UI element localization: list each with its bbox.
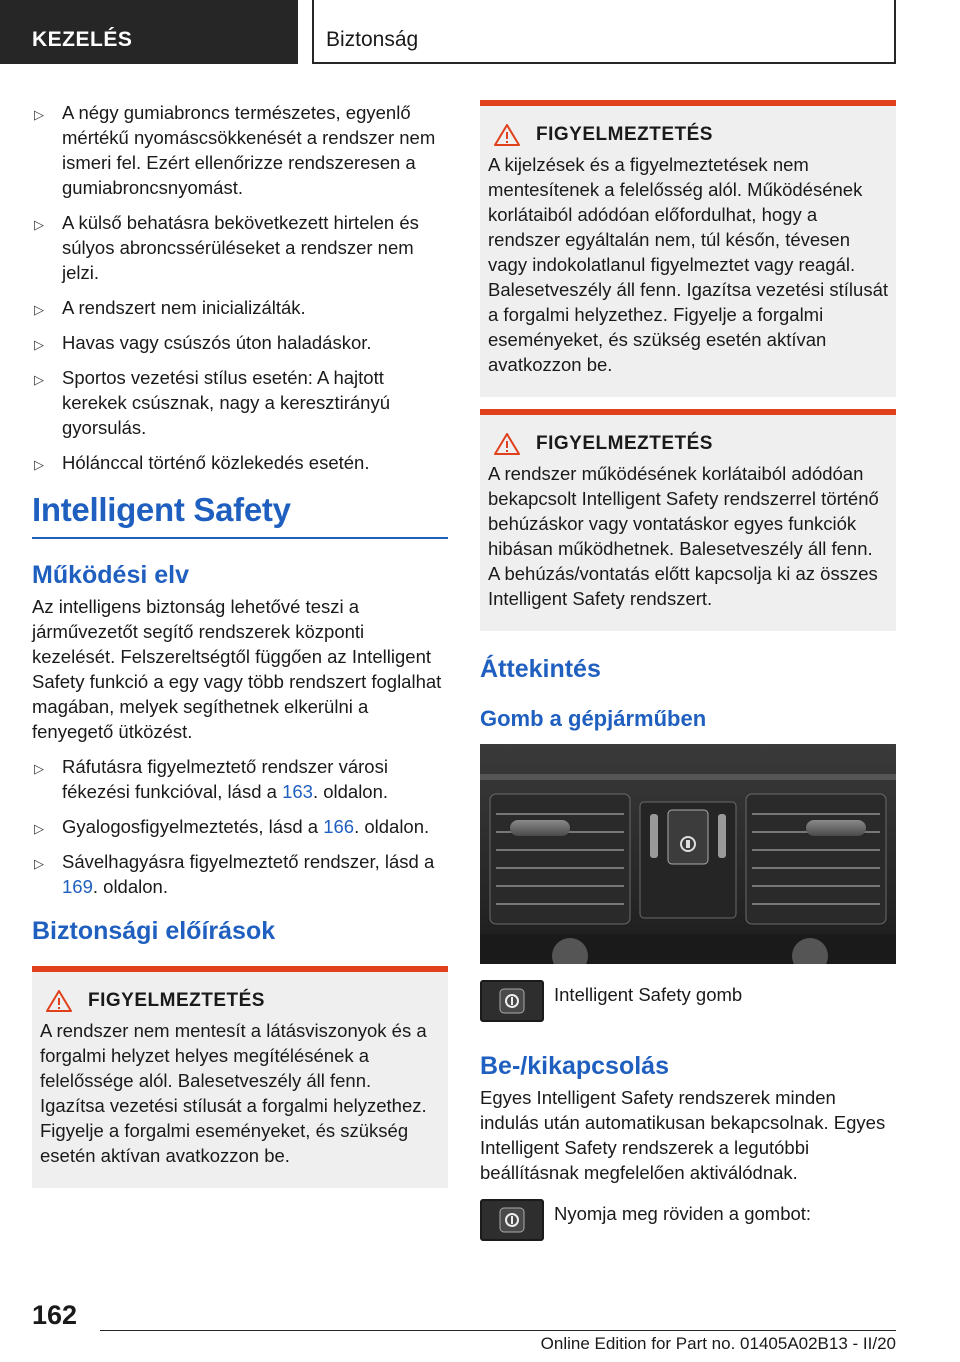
onoff-paragraph: Egyes Intelligent Safety rendszerek minden indulás után automatikusan bekapcsolnak. Egyes Intelligent Safety rendszerek a legutóbbi beállításnak megfelelően aktiválódnak. [480,1087,886,1183]
list-item: ▷ Ráfutásra figyelmeztető rendszer városi fékezési funkcióval, lásd a 163. oldalon. [34,756,389,802]
page-title: Intelligent Safety [32,491,448,539]
triangle-bullet-icon: ▷ [34,761,44,776]
section-heading-principle: Működési elv [32,561,189,589]
press-label: Nyomja meg röviden a gombot: [554,1203,812,1224]
intelligent-safety-button-icon [480,1199,544,1241]
reference-list [32,754,448,899]
list-item: ▷ Sportos vezetési stílus esetén: A hajtott kerekek csúsznak, nagy a keresztirányú gyorsulás. [34,367,391,438]
list-item: ▷ Sávelhagyásra figyelmeztető rendszer, lásd a 169. oldalon. [34,851,435,897]
chapter-header: Biztonság [312,0,896,64]
page-link[interactable]: 166 [323,816,355,837]
dashboard-vents-image [480,744,896,964]
button-legend [480,980,896,1022]
page-link[interactable]: 169 [62,876,93,897]
list-item: ▷ A négy gumiabroncs természetes, egyenlő mértékű nyomáscsökkenését a rendszer nem ismeri fel. Ezért ellenőrizze rendszeresen a gumiabroncsnyomást. [34,102,436,198]
warning-title: FIGYELMEZTETÉS [536,124,713,145]
triangle-bullet-icon: ▷ [34,856,44,871]
triangle-bullet-icon: ▷ [34,457,44,472]
warning-text: A kijelzések és a figyelmeztetések nem mentesítenek a felelősség alól. Működésének korlátaiból adódóan előfordulhat, hogy a rendszer egyáltalán nem, túl későn, tévesen vagy indokolatlanul figyelmeztet vagy reagál. Balesetveszély áll fenn. Igazítsa vezetési stílusát a forgalmi helyzethez. Figyelje a forgalmi eseményeket, és szükség esetén aktívan avatkozzon be. [488,154,889,375]
condition-list [32,100,448,475]
warning-box [32,966,448,1188]
warning-text: A rendszer működésének korlátaiból adódóan bekapcsolt Intelligent Safety rendszerrel történő behúzáskor vagy vontatáskor egyes funkciók hibásan működhetnek. Balesetveszély áll fenn. A behúzás/vontatás előtt kapcsolja ki az összes Intelligent Safety rendszert. [488,463,879,609]
triangle-bullet-icon: ▷ [34,217,44,232]
section-heading-onoff: Be-/kikapcsolás [480,1052,669,1080]
warning-triangle-icon [494,433,520,455]
triangle-bullet-icon: ▷ [34,337,44,352]
warning-triangle-icon [46,990,72,1012]
section-heading-overview: Áttekintés [480,655,601,683]
triangle-bullet-icon: ▷ [34,821,44,836]
right-column [480,100,896,1241]
list-item: ▷ A rendszert nem inicializálták. [32,295,448,320]
list-item: ▷ Havas vagy csúszós úton haladáskor. [32,330,448,355]
page-link[interactable]: 163 [282,781,313,802]
warning-title: FIGYELMEZTETÉS [536,433,713,454]
warning-text: A rendszer nem mentesít a látásviszonyok és a forgalmi helyzet helyes megítélésének a felelőssége alól. Balesetveszély áll fenn. Igazítsa vezetési stílusát a forgalmi helyzethez. Figyelje a forgalmi eseményeket, és szükség esetén aktívan avatkozzon be. [40,1020,427,1166]
list-item: ▷ Gyalogosfigyelmeztetés, lásd a 166. oldalon. [32,814,448,839]
principle-paragraph: Az intelligens biztonság lehetővé teszi a járművezetőt segítő rendszerek központi kezelését. Felszereltségtől függően az Intelligent Safety funkció a egy vagy több rendszert foglalhat magában, melyek segíthetnek elkerülni a fenyegető ütközést. [32,596,442,742]
list-item: ▷ Hólánccal történő közlekedés esetén. [32,450,448,475]
page-number: 162 [32,1300,78,1330]
triangle-bullet-icon: ▷ [34,107,44,122]
section-header: KEZELÉS [0,0,298,64]
list-item: ▷ A külső behatásra bekövetkezett hirtelen és súlyos abroncssérüléseket a rendszer nem jelzi. [34,212,419,283]
warning-box [480,100,896,397]
press-instruction [480,1199,896,1241]
footer-divider [100,1330,896,1331]
button-label: Intelligent Safety gomb [554,984,743,1005]
dashboard-photo [480,744,896,964]
section-heading-safety: Biztonsági előírások [32,917,276,945]
warning-box [480,409,896,631]
triangle-bullet-icon: ▷ [34,302,44,317]
intelligent-safety-button-icon [480,980,544,1022]
edition-footer: Online Edition for Part no. 01405A02B13 - II/20 [540,1334,896,1353]
subsection-heading-button: Gomb a gépjárműben [480,706,707,731]
left-column [32,100,448,1188]
warning-title: FIGYELMEZTETÉS [88,990,265,1011]
warning-triangle-icon [494,124,520,146]
triangle-bullet-icon: ▷ [34,372,44,387]
